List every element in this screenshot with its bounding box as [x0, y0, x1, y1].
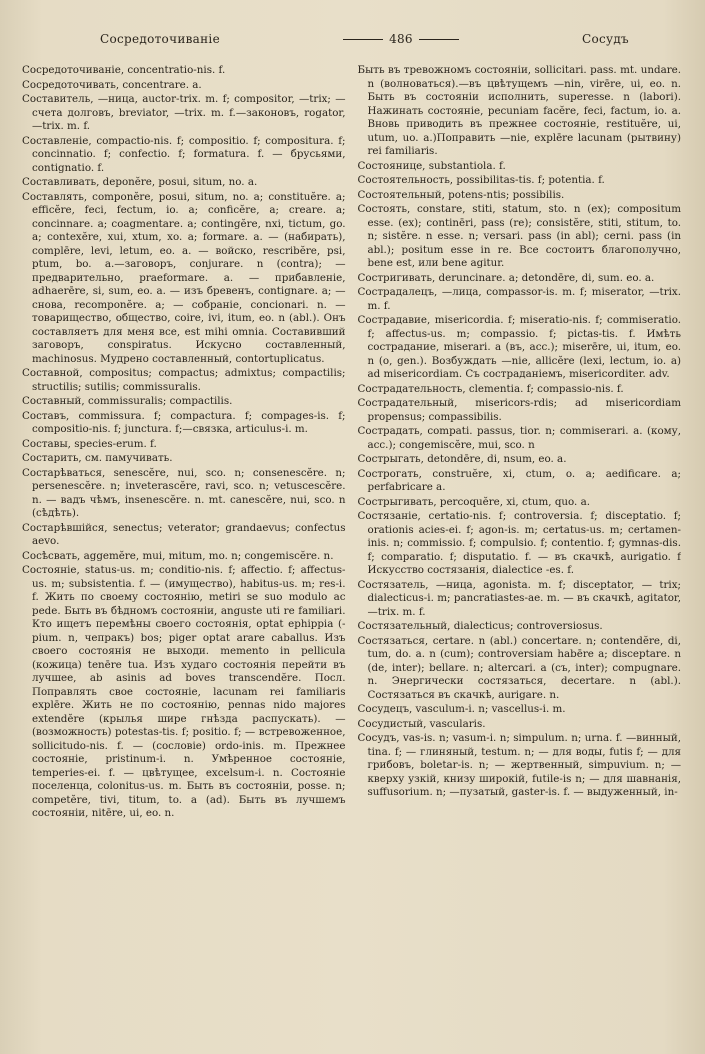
page-header [22, 28, 681, 50]
dictionary-entry: Сострогать, construĕre, xi, ctum, o. a; aedificare. a; perfabricare a. [357, 467, 681, 493]
header-right-headword: Сосудъ [581, 32, 629, 46]
header-left-headword: Сосредоточиваніе [100, 32, 220, 46]
dictionary-entry: Составлять, componĕre, posui, situm, no. a; constituĕre. a; efficĕre, feci, fectum, io. a; conficĕre, a; creare. a; concinnare. a; coagmentare. a; contingĕre, nxi, tictum, go. a; contexĕre, xui, xtum, xo. a; formare. a. — (набирать), complēre, levi, letum, eo. a. — войско, rescribĕre, psi, ptum, bo. a.—заговоръ, conjurare. n (contra); — предварительно, praeformare. a. — прибавленіе, adhaerēre, si, sum, eo. a. — изъ бревенъ, contignare. a; — снова, recomponĕre. a; — собраніе, concionari. n. — товарищество, общество, coire, ivi, itum, eo. n (abl.). Онъ составляетъ для меня все, est mihi omnia. Составивший заговоръ, conspiratus. Искусно составленный, machinosus. Мудрено составленный, contortuplicatus. [22, 190, 346, 365]
left-column [22, 64, 346, 1049]
dictionary-entry: Сосудистый, vascularis. [357, 717, 486, 730]
dictionary-entry: Составной, compositus; compactus; admixtus; compactilis; structilis; sutilis; commissuralis. [22, 367, 346, 393]
dictionary-entry: Сострадательность, clementia. f; compassio-nis. f. [357, 382, 624, 395]
columns [22, 64, 681, 1049]
dictionary-entry: Состарить, см. памучивать. [22, 452, 173, 464]
dictionary-entry: Состригивать, deruncinare. a; detondēre, di, sum. eo. a. [357, 271, 655, 284]
header-dash-left [343, 39, 383, 40]
dictionary-entry: Сосредоточивать, concentrare. a. [22, 78, 202, 91]
dictionary-entry: Состарѣваться, senescĕre, nui, sco. n; consenescĕre. n; persenescĕre. n; inveterascĕre, ravi, sco. n; vetuscescĕre. n. — вадъ чѣмъ, insenescĕre. n. mt. canescĕre, nui, sco. n (сѣдѣть). [22, 466, 346, 519]
dictionary-entry: Состязаться, certare. n (abl.) concertare. n; contendĕre, di, tum, do. a. n (cum); controversiam habēre a; disceptare. n (de, inter); bellare. n; altercari. a (съ, inter); compugnare. n. Энергически состязаться, decertare. n (abl.). Состязаться въ скачкѣ, aurigare. n. [357, 634, 681, 701]
dictionary-entry: Составленіе, compactio-nis. f; compositio. f; compositura. f; concinnatio. f; confectio. f; formatura. f. — брусьями, contignatio. f. [22, 134, 346, 174]
dictionary-entry: Состоянице, substantiola. f. [357, 159, 506, 172]
dictionary-entry: Сострыгать, detondēre, di, nsum, eo. a. [357, 453, 567, 465]
dictionary-entry: Составы, species-erum. f. [22, 437, 157, 450]
dictionary-entry: Сострадалецъ, —лица, compassor-is. m. f; miserator, —trix. m. f. [357, 286, 681, 312]
dictionary-entry: Состоятельность, possibilitas-tis. f; potentia. f. [357, 174, 605, 186]
page-number: 486 [389, 32, 413, 46]
dictionary-entry: Состарѣвшійся, senectus; veterator; grandaevus; confectus aevo. [22, 521, 346, 547]
header-dash-right [419, 39, 459, 40]
dictionary-entry: Состоять, constare, stiti, statum, sto. n (ex); compositum esse. (ex); continēri, pass (re); consistĕre, stiti, stitum, to. n; sistĕre. n esse. n; versari. pass (in abl); cerni. pass (in abl.); positum esse in re. Все состоитъ благополучно, bene est, или bene agitur. [357, 203, 681, 269]
dictionary-entry: Составитель, —ница, auctor-trix. m. f; compositor, —trix; — счета долговъ, breviator, —trix. m. f.—законовъ, rogator, —trix. m. f. [22, 93, 346, 132]
dictionary-entry: Составливать, deponĕre, posui, situm, no. a. [22, 176, 258, 188]
dictionary-entry: Сострыгивать, percoquĕre, xi, ctum, quo. a. [357, 495, 591, 508]
dictionary-entry: Составный, commissuralis; compactilis. [22, 395, 233, 407]
dictionary-entry: Сосудецъ, vasculum-i. n; vascellus-i. m. [357, 703, 566, 715]
dictionary-entry: Состояніе, status-us. m; conditio-nis. f; affectio. f; affectus-us. m; subsistentia. f. — (имущество), habitus-us. m; res-i. f. Жить по своему состоянію, metiri se suo modulo ac pede. Быть въ бѣдномъ состояніи, anguste uti re familiari. Кто ищетъ перемѣны своего состоянія, optat ephippia (-pium. n, чепракъ) bos; piger optat arare caballus. Изъ своего состоянія не выходи. memento in pellicula (кожица) tenēre tua. Изъ худаго состоянія перейти въ лучшее, ab asinis ad boves transcendĕre. Посл. Поправлять свое состояніе, lacunam rei familiaris explēre. Жить не по состоянію, pennas nido majores extendĕre (крылья шире гнѣзда распускать). — (возможность) potestas-tis. f; positio. f; — встревоженное, sollicitudo-nis. f. — (сословіе) ordo-inis. m. Прежнее состояніе, pristinum-i. n. Умѣренное состояніе, temperies-ei. f. — цвѣтущее, excelsum-i. n. Состояніе поселенца, colonitus-us. m. Быть въ состояніи, posse. n; competĕre, tivi, titum, to. a (ad). Быть въ лучшемъ состояніи, nitēre, ui, eo. n. [22, 564, 346, 819]
dictionary-entry: Сострадавие, misericordia. f; miseratio-nis. f; commiseratio. f; affectus-us. m; compassio. f; pictas-tis. f. Имѣть сострадание, miserari. a (въ, acc.); miserēre, ui, itum, eo. n (o, gen.). Возбуждать —nie, allicĕre (lexi, lectum, io. a) ad misericordiam. Съ состраданіемъ, misericorditer. adv. [357, 314, 681, 380]
dictionary-entry: Сострадательный, misericors-rdis; ad misericordiam propensus; compassibilis. [357, 397, 681, 423]
dictionary-entry: Составъ, commissura. f; compactura. f; compages-is. f; compositio-nis. f; junctura. f;—связка, articulus-i. m. [22, 409, 346, 435]
dictionary-entry: Состоятельный, potens-ntis; possibilis. [357, 188, 565, 201]
dictionary-entry: Состязатель, —ница, agonista. m. f; disceptator, — trix; dialecticus-i. m; pancratiastes-ae. m. — въ скачкѣ, agitator, —trix. m. f. [357, 578, 681, 618]
page-number-group [343, 32, 459, 46]
dictionary-entry: Состязательный, dialecticus; controversiosus. [357, 620, 603, 632]
dictionary-entry: Сосредоточиваніе, concentratio-nis. f. [22, 64, 226, 76]
dictionary-entry: Состязаніе, certatio-nis. f; controversia. f; disceptatio. f; orationis acies-ei. f; agon-is. m; certatus-us. m; certamen-inis. n; commissio. f; compulsio. f; contentio. f; gymnas-dis. f; comparatio. f; disputatio. f. — въ скачкѣ, aurigatio. f Искусство состязанія, dialectice -es. f. [357, 510, 681, 576]
dictionary-entry: Сосѣсвать, aggemĕre, mui, mitum, mo. n; congemiscĕre. n. [22, 549, 334, 562]
dictionary-entry: Сосудъ, vas-is. n; vasum-i. n; simpulum. n; urna. f. —винный, tina. f; — глиняный, testum. n; — для воды, futis f; — для грибовъ, boletar-is. n; — жертвенный, simpuvium. n; — кверху узкій, книзу широкій, futile-is n; — для шавнанія, suffusorium. n; —пузатый, gaster-is. f. — выдуженный, in- [357, 732, 681, 798]
right-column [358, 64, 682, 1049]
dictionary-entry: Быть въ тревожномъ состояніи, sollicitari. pass. mt. undare. n (волноваться).—въ цвѣтущемъ —nin, virēre, ui, eo. n. Быть въ состояніи исполнить, superesse. n (labori). Нажинать состояніе, pecuniam facĕre, feci, factum, io. a. Вновь приводить въ прежнее состояніе, restituĕre, ui, utum, uo. a.)Поправить —nie, explēre lacunam (рытвину) rei familiaris. [357, 64, 681, 157]
dictionary-entry: Сострадать, compati. passus, tior. n; commiserari. a. (кому, acc.); congemiscĕre, mui, sco. n [357, 425, 681, 451]
